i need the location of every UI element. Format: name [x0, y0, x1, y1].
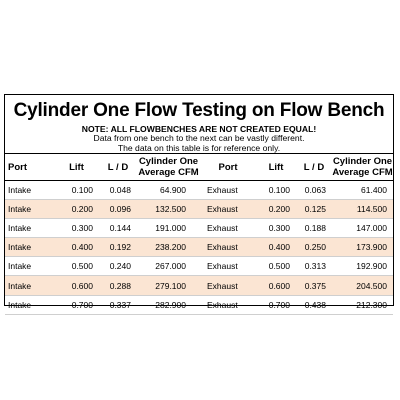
intake-lift-cell: 0.700: [54, 295, 99, 314]
exhaust-port-cell: Exhaust: [200, 181, 256, 200]
intake-lift-cell: 0.200: [54, 200, 99, 219]
intake-port-cell: Intake: [5, 181, 54, 200]
intake-lift-cell: 0.600: [54, 276, 99, 295]
table-header-block: [5, 95, 393, 154]
exhaust-lift-cell: 0.100: [256, 181, 296, 200]
intake-cfm-cell: 238.200: [137, 238, 200, 257]
intake-lift-cell: 0.400: [54, 238, 99, 257]
intake-port-cell: Intake: [5, 238, 54, 257]
intake-ld-cell: 0.240: [99, 257, 137, 276]
exhaust-lift-cell: 0.700: [256, 295, 296, 314]
table-row: [5, 257, 393, 276]
exhaust-port-cell: Exhaust: [200, 200, 256, 219]
intake-cfm-cell: 132.500: [137, 200, 200, 219]
intake-lift-header: Lift: [54, 154, 99, 181]
table-row: [5, 181, 393, 200]
exhaust-cfm-header-line2: Average CFM: [332, 167, 393, 178]
intake-ld-header: L / D: [99, 154, 137, 181]
exhaust-ld-cell: 0.188: [296, 219, 332, 238]
intake-lift-cell: 0.300: [54, 219, 99, 238]
exhaust-cfm-cell: 61.400: [332, 181, 393, 200]
intake-cfm-header-line1: Cylinder One: [138, 156, 199, 167]
exhaust-port-header: Port: [200, 154, 256, 181]
intake-cfm-cell: 191.000: [137, 219, 200, 238]
exhaust-port-cell: Exhaust: [200, 276, 256, 295]
intake-port-cell: Intake: [5, 295, 54, 314]
intake-ld-cell: 0.144: [99, 219, 137, 238]
table-row: [5, 276, 393, 295]
exhaust-cfm-cell: 212.300: [332, 295, 393, 314]
table-row: [5, 219, 393, 238]
table-row: [5, 200, 393, 219]
exhaust-cfm-header-line1: Cylinder One: [332, 156, 393, 167]
intake-port-cell: Intake: [5, 219, 54, 238]
exhaust-lift-cell: 0.200: [256, 200, 296, 219]
exhaust-ld-cell: 0.250: [296, 238, 332, 257]
intake-cfm-cell: 282.900: [137, 295, 200, 314]
table-header-row: [5, 154, 393, 181]
exhaust-ld-cell: 0.313: [296, 257, 332, 276]
intake-lift-cell: 0.100: [54, 181, 99, 200]
intake-cfm-cell: 279.100: [137, 276, 200, 295]
intake-port-cell: Intake: [5, 200, 54, 219]
intake-cfm-header-line2: Average CFM: [138, 167, 199, 178]
intake-port-header: Port: [5, 154, 54, 181]
exhaust-port-cell: Exhaust: [200, 257, 256, 276]
intake-cfm-cell: 64.900: [137, 181, 200, 200]
intake-ld-cell: 0.288: [99, 276, 137, 295]
exhaust-ld-cell: 0.375: [296, 276, 332, 295]
exhaust-cfm-cell: 147.000: [332, 219, 393, 238]
exhaust-cfm-cell: 114.500: [332, 200, 393, 219]
exhaust-cfm-header: [332, 154, 393, 181]
flow-table-sheet: [4, 94, 394, 310]
exhaust-port-cell: Exhaust: [200, 238, 256, 257]
intake-ld-cell: 0.048: [99, 181, 137, 200]
exhaust-ld-cell: 0.125: [296, 200, 332, 219]
intake-lift-cell: 0.500: [54, 257, 99, 276]
exhaust-port-cell: Exhaust: [200, 295, 256, 314]
intake-port-cell: Intake: [5, 276, 54, 295]
exhaust-cfm-cell: 173.900: [332, 238, 393, 257]
exhaust-ld-header: L / D: [296, 154, 332, 181]
description-line-2: The data on this table is for reference only.: [117, 142, 281, 153]
description-line-1: Data from one bench to the next can be vastly different.: [93, 133, 305, 143]
exhaust-lift-cell: 0.600: [256, 276, 296, 295]
exhaust-lift-header: Lift: [256, 154, 296, 181]
table-row: [5, 295, 393, 314]
exhaust-lift-cell: 0.300: [256, 219, 296, 238]
exhaust-lift-cell: 0.500: [256, 257, 296, 276]
exhaust-ld-cell: 0.438: [296, 295, 332, 314]
exhaust-lift-cell: 0.400: [256, 238, 296, 257]
exhaust-cfm-cell: 204.500: [332, 276, 393, 295]
page-title: Cylinder One Flow Testing on Flow Bench: [13, 100, 385, 121]
intake-ld-cell: 0.192: [99, 238, 137, 257]
intake-port-cell: Intake: [5, 257, 54, 276]
table-row: [5, 238, 393, 257]
exhaust-cfm-cell: 192.900: [332, 257, 393, 276]
intake-ld-cell: 0.096: [99, 200, 137, 219]
intake-cfm-header: [137, 154, 200, 181]
flow-data-table: [5, 154, 393, 315]
exhaust-port-cell: Exhaust: [200, 219, 256, 238]
intake-ld-cell: 0.337: [99, 295, 137, 314]
warning-note: NOTE: ALL FLOWBENCHES ARE NOT CREATED EQUAL!: [81, 124, 317, 134]
intake-cfm-cell: 267.000: [137, 257, 200, 276]
exhaust-ld-cell: 0.063: [296, 181, 332, 200]
